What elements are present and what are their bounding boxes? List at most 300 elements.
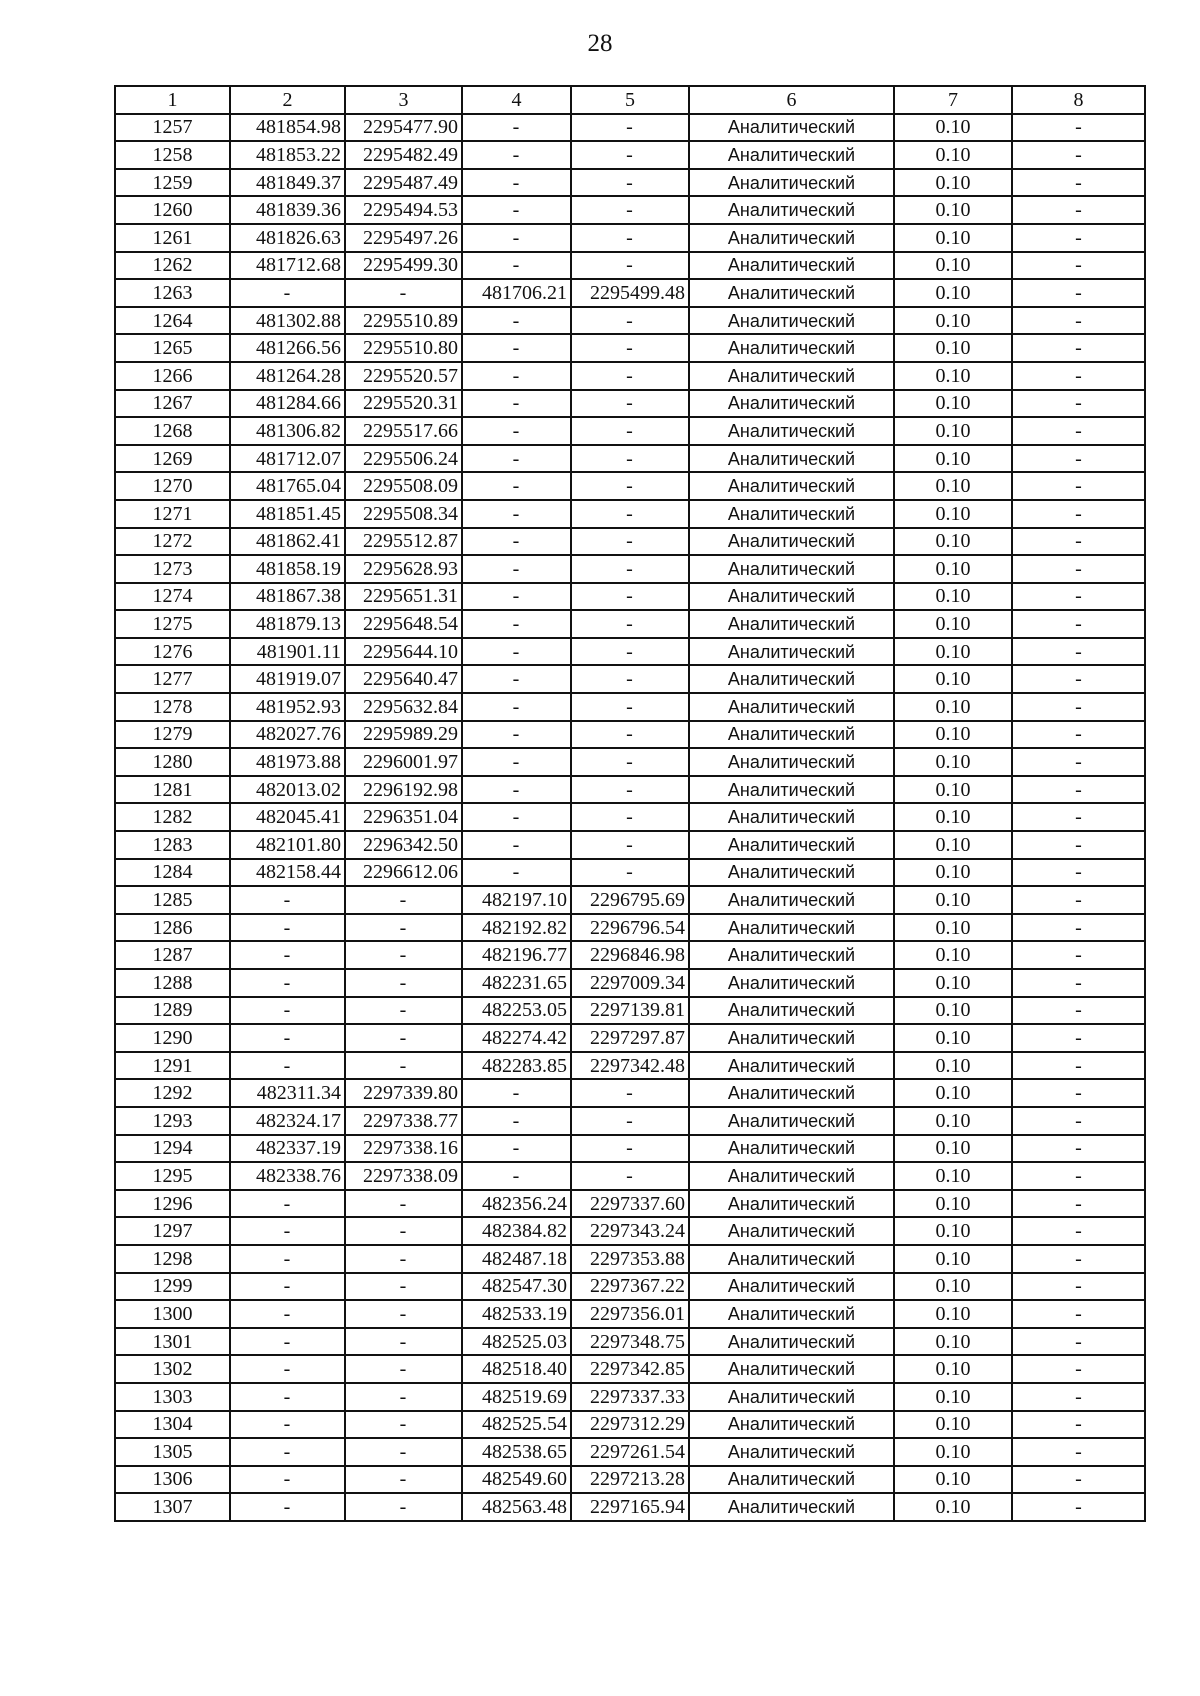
table-cell-col-8: - — [1012, 279, 1145, 307]
table-cell-col-7: 0.10 — [894, 638, 1012, 666]
table-cell-col-2: 481973.88 — [230, 748, 345, 776]
table-row — [115, 1438, 1145, 1466]
table-cell-col-3: 2295477.90 — [345, 114, 462, 142]
table-cell-col-1: 1262 — [115, 252, 230, 280]
table-cell-col-7: 0.10 — [894, 914, 1012, 942]
table-cell-col-3: 2295499.30 — [345, 252, 462, 280]
table-cell-col-3: 2295644.10 — [345, 638, 462, 666]
table-cell-col-7: 0.10 — [894, 555, 1012, 583]
table-row — [115, 941, 1145, 969]
table-row — [115, 555, 1145, 583]
table-cell-col-2: - — [230, 941, 345, 969]
table-cell-col-2: - — [230, 279, 345, 307]
table-cell-col-5: - — [571, 141, 689, 169]
table-cell-col-6: Аналитический — [689, 969, 894, 997]
table-row — [115, 1162, 1145, 1190]
table-cell-col-4: 482533.19 — [462, 1300, 571, 1328]
table-row — [115, 886, 1145, 914]
table-cell-col-3: - — [345, 1355, 462, 1383]
table-cell-col-2: 481266.56 — [230, 334, 345, 362]
table-cell-col-6: Аналитический — [689, 1135, 894, 1163]
table-cell-col-4: - — [462, 638, 571, 666]
table-cell-col-6: Аналитический — [689, 1079, 894, 1107]
table-cell-col-5: - — [571, 776, 689, 804]
table-cell-col-8: - — [1012, 886, 1145, 914]
table-cell-col-7: 0.10 — [894, 1328, 1012, 1356]
table-cell-col-8: - — [1012, 859, 1145, 887]
table-cell-col-3: - — [345, 914, 462, 942]
table-cell-col-8: - — [1012, 941, 1145, 969]
table-cell-col-5: - — [571, 1107, 689, 1135]
table-body — [115, 114, 1145, 1521]
table-cell-col-4: 482192.82 — [462, 914, 571, 942]
table-cell-col-3: - — [345, 1300, 462, 1328]
table-cell-col-6: Аналитический — [689, 1245, 894, 1273]
table-cell-col-1: 1275 — [115, 610, 230, 638]
table-cell-col-2: 481851.45 — [230, 500, 345, 528]
table-cell-col-5: 2296846.98 — [571, 941, 689, 969]
table-cell-col-7: 0.10 — [894, 528, 1012, 556]
table-row — [115, 1052, 1145, 1080]
table-row — [115, 390, 1145, 418]
table-cell-col-2: 481858.19 — [230, 555, 345, 583]
table-row — [115, 1024, 1145, 1052]
table-cell-col-1: 1276 — [115, 638, 230, 666]
table-cell-col-6: Аналитический — [689, 307, 894, 335]
table-cell-col-1: 1284 — [115, 859, 230, 887]
table-row — [115, 1245, 1145, 1273]
table-cell-col-2: 481849.37 — [230, 169, 345, 197]
table-cell-col-5: 2297337.33 — [571, 1383, 689, 1411]
table-cell-col-4: - — [462, 748, 571, 776]
table-cell-col-7: 0.10 — [894, 307, 1012, 335]
table-cell-col-2: 481302.88 — [230, 307, 345, 335]
table-cell-col-4: - — [462, 1162, 571, 1190]
table-cell-col-4: 482196.77 — [462, 941, 571, 969]
table-cell-col-2: 481826.63 — [230, 224, 345, 252]
table-cell-col-8: - — [1012, 1079, 1145, 1107]
table-cell-col-4: - — [462, 721, 571, 749]
table-cell-col-6: Аналитический — [689, 1328, 894, 1356]
table-cell-col-3: - — [345, 1438, 462, 1466]
table-cell-col-2: - — [230, 1355, 345, 1383]
table-cell-col-6: Аналитический — [689, 390, 894, 418]
table-row — [115, 500, 1145, 528]
table-cell-col-2: - — [230, 1383, 345, 1411]
table-row — [115, 914, 1145, 942]
table-cell-col-3: - — [345, 1217, 462, 1245]
table-cell-col-5: 2296796.54 — [571, 914, 689, 942]
table-cell-col-3: 2295989.29 — [345, 721, 462, 749]
table-cell-col-8: - — [1012, 1493, 1145, 1521]
table-cell-col-7: 0.10 — [894, 445, 1012, 473]
table-cell-col-2: 482027.76 — [230, 721, 345, 749]
table-row — [115, 1107, 1145, 1135]
table-cell-col-5: - — [571, 445, 689, 473]
table-cell-col-8: - — [1012, 417, 1145, 445]
table-cell-col-1: 1278 — [115, 693, 230, 721]
column-header-5: 5 — [571, 86, 689, 114]
table-cell-col-4: 482274.42 — [462, 1024, 571, 1052]
table-cell-col-1: 1288 — [115, 969, 230, 997]
table-cell-col-6: Аналитический — [689, 1024, 894, 1052]
table-cell-col-7: 0.10 — [894, 114, 1012, 142]
table-cell-col-7: 0.10 — [894, 390, 1012, 418]
table-cell-col-2: 481854.98 — [230, 114, 345, 142]
table-cell-col-7: 0.10 — [894, 665, 1012, 693]
table-cell-col-2: - — [230, 1052, 345, 1080]
table-cell-col-1: 1297 — [115, 1217, 230, 1245]
table-cell-col-5: 2297337.60 — [571, 1190, 689, 1218]
table-cell-col-7: 0.10 — [894, 1245, 1012, 1273]
table-cell-col-5: - — [571, 831, 689, 859]
table-cell-col-3: - — [345, 997, 462, 1025]
table-cell-col-2: 481919.07 — [230, 665, 345, 693]
table-cell-col-8: - — [1012, 224, 1145, 252]
table-cell-col-3: 2295520.31 — [345, 390, 462, 418]
table-cell-col-7: 0.10 — [894, 141, 1012, 169]
table-cell-col-8: - — [1012, 721, 1145, 749]
table-row — [115, 610, 1145, 638]
table-cell-col-4: - — [462, 555, 571, 583]
table-cell-col-2: - — [230, 1300, 345, 1328]
table-cell-col-2: - — [230, 997, 345, 1025]
table-cell-col-6: Аналитический — [689, 362, 894, 390]
table-cell-col-5: 2297356.01 — [571, 1300, 689, 1328]
table-cell-col-1: 1295 — [115, 1162, 230, 1190]
table-cell-col-1: 1269 — [115, 445, 230, 473]
table-row — [115, 1190, 1145, 1218]
table-cell-col-5: - — [571, 748, 689, 776]
table-cell-col-1: 1267 — [115, 390, 230, 418]
table-cell-col-7: 0.10 — [894, 252, 1012, 280]
table-cell-col-7: 0.10 — [894, 610, 1012, 638]
table-cell-col-2: 481901.11 — [230, 638, 345, 666]
table-cell-col-6: Аналитический — [689, 1190, 894, 1218]
table-cell-col-7: 0.10 — [894, 279, 1012, 307]
table-cell-col-3: 2296612.06 — [345, 859, 462, 887]
table-cell-col-8: - — [1012, 528, 1145, 556]
table-cell-col-4: - — [462, 334, 571, 362]
table-row — [115, 334, 1145, 362]
table-row — [115, 831, 1145, 859]
table-row — [115, 1135, 1145, 1163]
table-cell-col-6: Аналитический — [689, 417, 894, 445]
table-cell-col-8: - — [1012, 997, 1145, 1025]
table-cell-col-6: Аналитический — [689, 252, 894, 280]
table-cell-col-6: Аналитический — [689, 1383, 894, 1411]
table-cell-col-5: - — [571, 1079, 689, 1107]
table-cell-col-1: 1281 — [115, 776, 230, 804]
table-cell-col-4: - — [462, 528, 571, 556]
table-cell-col-3: 2297338.09 — [345, 1162, 462, 1190]
table-cell-col-5: 2297342.85 — [571, 1355, 689, 1383]
table-row — [115, 859, 1145, 887]
table-cell-col-5: - — [571, 610, 689, 638]
table-cell-col-2: 482337.19 — [230, 1135, 345, 1163]
table-cell-col-8: - — [1012, 693, 1145, 721]
table-cell-col-3: - — [345, 969, 462, 997]
table-cell-col-1: 1274 — [115, 583, 230, 611]
table-cell-col-6: Аналитический — [689, 1217, 894, 1245]
table-cell-col-6: Аналитический — [689, 693, 894, 721]
table-cell-col-3: 2295648.54 — [345, 610, 462, 638]
table-cell-col-8: - — [1012, 169, 1145, 197]
table-cell-col-1: 1260 — [115, 196, 230, 224]
table-cell-col-4: 482197.10 — [462, 886, 571, 914]
table-cell-col-3: 2295508.09 — [345, 472, 462, 500]
table-cell-col-3: 2295512.87 — [345, 528, 462, 556]
table-cell-col-4: - — [462, 1079, 571, 1107]
table-cell-col-6: Аналитический — [689, 500, 894, 528]
table-cell-col-4: - — [462, 859, 571, 887]
table-cell-col-8: - — [1012, 831, 1145, 859]
table-cell-col-5: - — [571, 528, 689, 556]
table-cell-col-6: Аналитический — [689, 803, 894, 831]
table-cell-col-8: - — [1012, 362, 1145, 390]
table-cell-col-6: Аналитический — [689, 941, 894, 969]
table-cell-col-6: Аналитический — [689, 997, 894, 1025]
table-cell-col-2: 481867.38 — [230, 583, 345, 611]
table-cell-col-4: - — [462, 472, 571, 500]
table-row — [115, 748, 1145, 776]
table-cell-col-8: - — [1012, 500, 1145, 528]
table-cell-col-8: - — [1012, 196, 1145, 224]
table-cell-col-3: 2295494.53 — [345, 196, 462, 224]
table-cell-col-7: 0.10 — [894, 859, 1012, 887]
table-cell-col-1: 1307 — [115, 1493, 230, 1521]
table-cell-col-8: - — [1012, 114, 1145, 142]
table-cell-col-7: 0.10 — [894, 831, 1012, 859]
table-row — [115, 969, 1145, 997]
table-cell-col-8: - — [1012, 141, 1145, 169]
table-cell-col-8: - — [1012, 1438, 1145, 1466]
table-cell-col-4: - — [462, 693, 571, 721]
table-row — [115, 1383, 1145, 1411]
table-cell-col-1: 1289 — [115, 997, 230, 1025]
table-cell-col-1: 1302 — [115, 1355, 230, 1383]
table-cell-col-2: - — [230, 969, 345, 997]
table-cell-col-6: Аналитический — [689, 1466, 894, 1494]
table-cell-col-7: 0.10 — [894, 1273, 1012, 1301]
table-cell-col-2: 481712.68 — [230, 252, 345, 280]
table-cell-col-1: 1306 — [115, 1466, 230, 1494]
table-cell-col-6: Аналитический — [689, 1162, 894, 1190]
table-cell-col-1: 1294 — [115, 1135, 230, 1163]
table-cell-col-5: - — [571, 859, 689, 887]
table-cell-col-6: Аналитический — [689, 1300, 894, 1328]
table-cell-col-3: 2297339.80 — [345, 1079, 462, 1107]
table-cell-col-1: 1277 — [115, 665, 230, 693]
table-cell-col-6: Аналитический — [689, 610, 894, 638]
table-cell-col-4: - — [462, 390, 571, 418]
table-cell-col-2: 482338.76 — [230, 1162, 345, 1190]
table-cell-col-8: - — [1012, 638, 1145, 666]
table-cell-col-1: 1266 — [115, 362, 230, 390]
table-cell-col-5: - — [571, 252, 689, 280]
table-cell-col-4: - — [462, 831, 571, 859]
table-cell-col-6: Аналитический — [689, 721, 894, 749]
table-cell-col-2: - — [230, 914, 345, 942]
table-cell-col-8: - — [1012, 1383, 1145, 1411]
table-row — [115, 528, 1145, 556]
column-header-4: 4 — [462, 86, 571, 114]
table-cell-col-4: 482563.48 — [462, 1493, 571, 1521]
table-cell-col-6: Аналитический — [689, 831, 894, 859]
table-cell-col-1: 1286 — [115, 914, 230, 942]
table-cell-col-5: 2297353.88 — [571, 1245, 689, 1273]
table-cell-col-5: 2297343.24 — [571, 1217, 689, 1245]
table-cell-col-7: 0.10 — [894, 1052, 1012, 1080]
table-cell-col-4: 482518.40 — [462, 1355, 571, 1383]
table-cell-col-4: - — [462, 500, 571, 528]
table-cell-col-4: 482547.30 — [462, 1273, 571, 1301]
table-cell-col-5: - — [571, 803, 689, 831]
table-row — [115, 583, 1145, 611]
table-cell-col-1: 1290 — [115, 1024, 230, 1052]
table-row — [115, 445, 1145, 473]
table-cell-col-6: Аналитический — [689, 1107, 894, 1135]
table-cell-col-8: - — [1012, 1107, 1145, 1135]
table-cell-col-5: - — [571, 583, 689, 611]
table-cell-col-4: - — [462, 224, 571, 252]
table-cell-col-1: 1285 — [115, 886, 230, 914]
table-cell-col-8: - — [1012, 334, 1145, 362]
table-row — [115, 1328, 1145, 1356]
table-row — [115, 1466, 1145, 1494]
table-row — [115, 776, 1145, 804]
table-cell-col-7: 0.10 — [894, 1190, 1012, 1218]
table-cell-col-4: 482538.65 — [462, 1438, 571, 1466]
table-cell-col-1: 1263 — [115, 279, 230, 307]
table-cell-col-2: - — [230, 1190, 345, 1218]
table-cell-col-2: 481765.04 — [230, 472, 345, 500]
table-cell-col-7: 0.10 — [894, 417, 1012, 445]
table-cell-col-3: - — [345, 1383, 462, 1411]
table-cell-col-1: 1287 — [115, 941, 230, 969]
table-cell-col-1: 1270 — [115, 472, 230, 500]
table-cell-col-8: - — [1012, 1466, 1145, 1494]
table-row — [115, 252, 1145, 280]
table-cell-col-4: - — [462, 114, 571, 142]
table-cell-col-6: Аналитический — [689, 1411, 894, 1439]
table-cell-col-6: Аналитический — [689, 1493, 894, 1521]
table-cell-col-5: - — [571, 555, 689, 583]
table-cell-col-1: 1296 — [115, 1190, 230, 1218]
table-cell-col-4: - — [462, 583, 571, 611]
table-cell-col-5: 2297342.48 — [571, 1052, 689, 1080]
table-cell-col-5: 2297367.22 — [571, 1273, 689, 1301]
table-cell-col-6: Аналитический — [689, 1273, 894, 1301]
table-cell-col-3: - — [345, 1024, 462, 1052]
table-cell-col-7: 0.10 — [894, 362, 1012, 390]
column-header-6: 6 — [689, 86, 894, 114]
column-header-3: 3 — [345, 86, 462, 114]
table-cell-col-4: 482487.18 — [462, 1245, 571, 1273]
table-row — [115, 196, 1145, 224]
table-cell-col-1: 1301 — [115, 1328, 230, 1356]
table-cell-col-7: 0.10 — [894, 941, 1012, 969]
table-cell-col-5: 2297009.34 — [571, 969, 689, 997]
table-cell-col-7: 0.10 — [894, 1107, 1012, 1135]
table-cell-col-7: 0.10 — [894, 169, 1012, 197]
table-cell-col-7: 0.10 — [894, 886, 1012, 914]
table-cell-col-4: 482253.05 — [462, 997, 571, 1025]
table-cell-col-2: - — [230, 1466, 345, 1494]
table-header-row — [115, 86, 1145, 114]
table-cell-col-2: - — [230, 1493, 345, 1521]
table-cell-col-4: 482525.54 — [462, 1411, 571, 1439]
table-row — [115, 1300, 1145, 1328]
table-cell-col-2: - — [230, 1024, 345, 1052]
table-cell-col-3: 2295506.24 — [345, 445, 462, 473]
table-cell-col-8: - — [1012, 1052, 1145, 1080]
table-cell-col-6: Аналитический — [689, 886, 894, 914]
table-cell-col-4: - — [462, 445, 571, 473]
table-cell-col-3: - — [345, 1190, 462, 1218]
table-cell-col-2: - — [230, 1245, 345, 1273]
table-cell-col-5: 2297348.75 — [571, 1328, 689, 1356]
table-row — [115, 721, 1145, 749]
column-header-2: 2 — [230, 86, 345, 114]
table-cell-col-1: 1265 — [115, 334, 230, 362]
table-cell-col-7: 0.10 — [894, 693, 1012, 721]
table-cell-col-6: Аналитический — [689, 748, 894, 776]
table-cell-col-1: 1257 — [115, 114, 230, 142]
table-cell-col-3: 2295487.49 — [345, 169, 462, 197]
table-cell-col-3: - — [345, 279, 462, 307]
table-cell-col-3: - — [345, 1411, 462, 1439]
table-cell-col-5: - — [571, 472, 689, 500]
table-cell-col-1: 1298 — [115, 1245, 230, 1273]
table-cell-col-1: 1271 — [115, 500, 230, 528]
table-cell-col-8: - — [1012, 1355, 1145, 1383]
table-cell-col-6: Аналитический — [689, 665, 894, 693]
table-cell-col-1: 1261 — [115, 224, 230, 252]
table-cell-col-2: 481879.13 — [230, 610, 345, 638]
table-cell-col-2: 481839.36 — [230, 196, 345, 224]
table-cell-col-8: - — [1012, 748, 1145, 776]
table-cell-col-4: - — [462, 803, 571, 831]
table-cell-col-1: 1272 — [115, 528, 230, 556]
column-header-8: 8 — [1012, 86, 1145, 114]
table-cell-col-8: - — [1012, 1328, 1145, 1356]
table-cell-col-5: 2297261.54 — [571, 1438, 689, 1466]
table-cell-col-4: - — [462, 665, 571, 693]
table-cell-col-2: - — [230, 1438, 345, 1466]
table-cell-col-5: - — [571, 1162, 689, 1190]
table-cell-col-2: 481853.22 — [230, 141, 345, 169]
table-cell-col-3: 2295510.89 — [345, 307, 462, 335]
table-cell-col-5: - — [571, 224, 689, 252]
table-cell-col-7: 0.10 — [894, 196, 1012, 224]
table-cell-col-7: 0.10 — [894, 334, 1012, 362]
table-cell-col-2: 481264.28 — [230, 362, 345, 390]
table-cell-col-5: 2297312.29 — [571, 1411, 689, 1439]
table-cell-col-5: 2297165.94 — [571, 1493, 689, 1521]
table-cell-col-7: 0.10 — [894, 1024, 1012, 1052]
table-cell-col-5: - — [571, 693, 689, 721]
table-row — [115, 224, 1145, 252]
table-cell-col-3: 2296192.98 — [345, 776, 462, 804]
table-cell-col-4: 482525.03 — [462, 1328, 571, 1356]
table-cell-col-3: 2295517.66 — [345, 417, 462, 445]
table-cell-col-6: Аналитический — [689, 583, 894, 611]
table-cell-col-1: 1280 — [115, 748, 230, 776]
table-cell-col-3: 2295640.47 — [345, 665, 462, 693]
table-cell-col-5: - — [571, 169, 689, 197]
table-cell-col-2: 482101.80 — [230, 831, 345, 859]
